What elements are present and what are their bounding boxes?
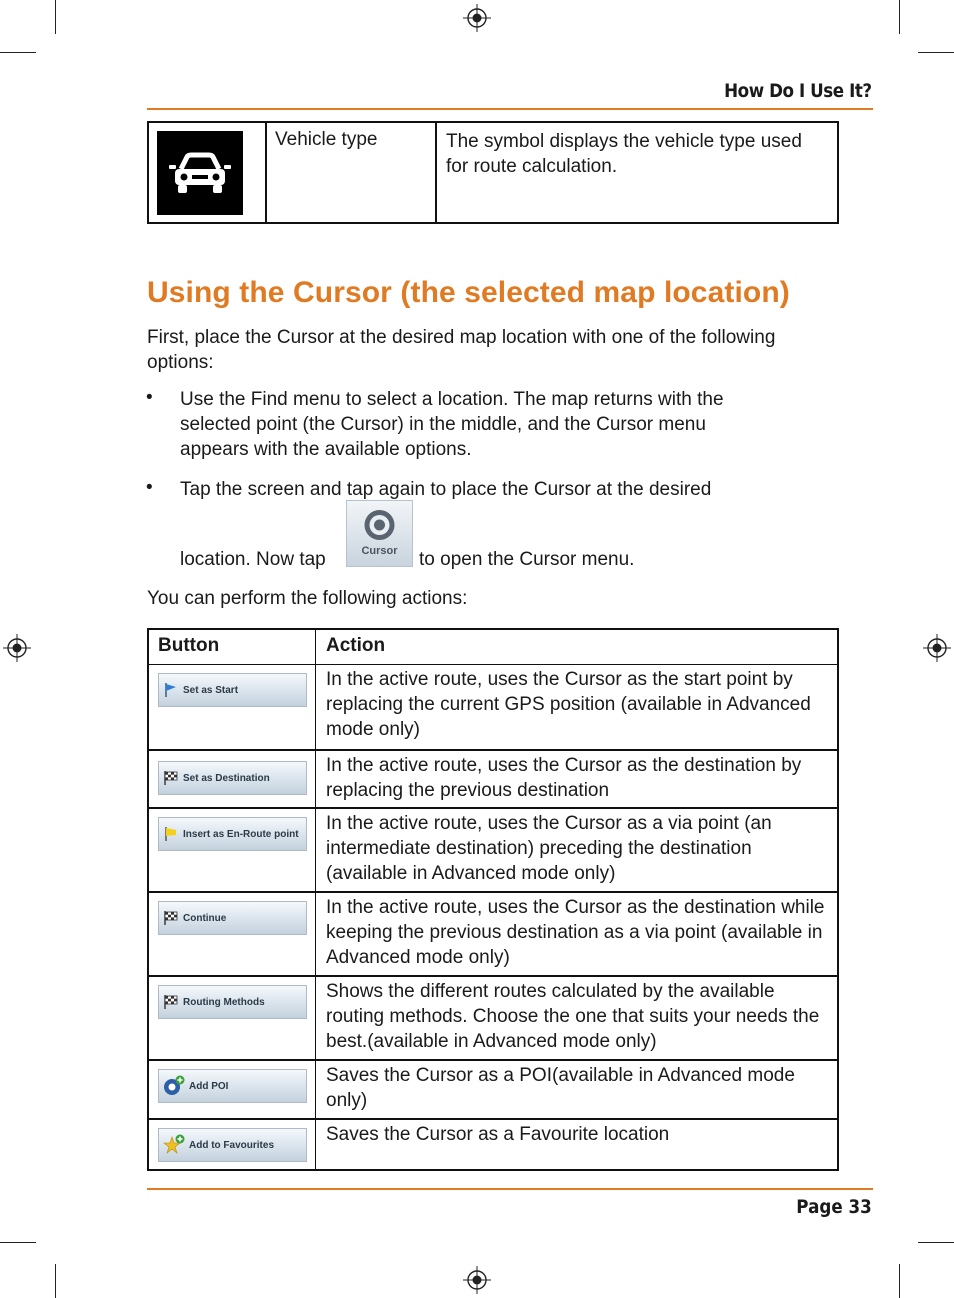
checkered-flag-icon (163, 770, 179, 786)
set-as-destination-button[interactable] (158, 761, 307, 795)
table-row (149, 807, 837, 891)
favourite-star-icon (163, 1134, 185, 1156)
blue-flag-icon (163, 682, 179, 698)
add-poi-button[interactable] (158, 1069, 307, 1103)
crop-mark (918, 52, 954, 53)
button-label: Set as Start (183, 684, 239, 696)
header-rule (147, 108, 873, 110)
running-head: How Do I Use It? (724, 80, 872, 102)
crop-mark (899, 1264, 900, 1298)
action-text: Saves the Cursor as a Favourite location (326, 1124, 670, 1145)
add-to-favourites-button[interactable] (158, 1128, 307, 1162)
vehicle-icon-cell (149, 123, 267, 222)
action-text: Saves the Cursor as a POI(available in Advanced mode only) (326, 1065, 795, 1111)
table-row (149, 664, 837, 749)
button-label: Continue (183, 912, 227, 924)
bullet-marker: • (146, 387, 153, 408)
routing-methods-button[interactable] (158, 985, 307, 1019)
section-title: Using the Cursor (the selected map location) (147, 276, 790, 309)
actions-table (147, 628, 839, 1171)
intro-paragraph: First, place the Cursor at the desired map location with one of the following options: (147, 327, 776, 373)
footer-rule (147, 1188, 873, 1190)
registration-mark-icon (2, 633, 32, 663)
cursor-button[interactable] (346, 500, 413, 567)
crop-mark (918, 1242, 954, 1243)
button-label: Routing Methods (183, 996, 265, 1008)
actions-intro: You can perform the following actions: (147, 588, 468, 609)
set-as-start-button[interactable] (158, 673, 307, 707)
action-text: In the active route, uses the Cursor as the destination while keeping the previous destination as a via point (available in Advanced mode only) (326, 897, 825, 968)
bullet-marker: • (146, 477, 153, 498)
bullet-tap-screen-line2a: location. Now tap (180, 549, 326, 570)
table-row (149, 1118, 837, 1169)
button-label: Add to Favourites (189, 1139, 275, 1151)
action-text: In the active route, uses the Cursor as the start point by replacing the current GPS position (available in Advanced mode only) (326, 669, 811, 740)
registration-mark-icon (462, 1265, 492, 1295)
registration-mark-icon (922, 633, 952, 663)
checkered-flag-icon (163, 994, 179, 1010)
continue-button[interactable] (158, 901, 307, 935)
yellow-flag-icon (163, 826, 179, 842)
registration-mark-icon (462, 3, 492, 33)
button-label: Set as Destination (183, 772, 270, 784)
table-header-row (149, 630, 837, 664)
bullet-tap-screen-line1: Tap the screen and tap again to place the Cursor at the desired (180, 479, 712, 500)
table-row (149, 891, 837, 975)
page-number: Page 33 (796, 1196, 872, 1218)
table-row (149, 975, 837, 1059)
vehicle-type-label: Vehicle type (267, 123, 437, 222)
cursor-button-label: Cursor (361, 545, 398, 557)
table-row (149, 749, 837, 807)
action-text: In the active route, uses the Cursor as the destination by replacing the previous destination (326, 755, 802, 801)
insert-en-route-button[interactable] (158, 817, 307, 851)
crop-mark (0, 52, 36, 53)
bullet-find-menu: Use the Find menu to select a location. The map returns with the selected point (the Cursor) in the middle, and the Cursor menu appears with the available options. (180, 389, 724, 460)
crop-mark (55, 0, 56, 34)
crop-mark (55, 1264, 56, 1298)
checkered-flag-icon (163, 910, 179, 926)
action-text: In the active route, uses the Cursor as a via point (an intermediate destination) preceding the destination (available in Advanced mode only) (326, 813, 772, 884)
add-poi-icon (163, 1075, 185, 1097)
bullet-tap-screen-line2b: to open the Cursor menu. (419, 549, 635, 570)
button-label: Add POI (189, 1080, 229, 1092)
crop-mark (0, 1242, 36, 1243)
crop-mark (899, 0, 900, 34)
action-text: Shows the different routes calculated by the available routing methods. Choose the one that suits your needs the best.(available in Advanced mode only) (326, 981, 820, 1052)
table-row (149, 1059, 837, 1118)
car-icon (157, 131, 243, 215)
button-label: Insert as En-Route point (183, 828, 299, 840)
header-action: Action (326, 635, 386, 656)
vehicle-type-description: The symbol displays the vehicle type used for route calculation. (446, 131, 802, 177)
vehicle-type-table (147, 121, 839, 224)
header-button: Button (149, 630, 316, 664)
